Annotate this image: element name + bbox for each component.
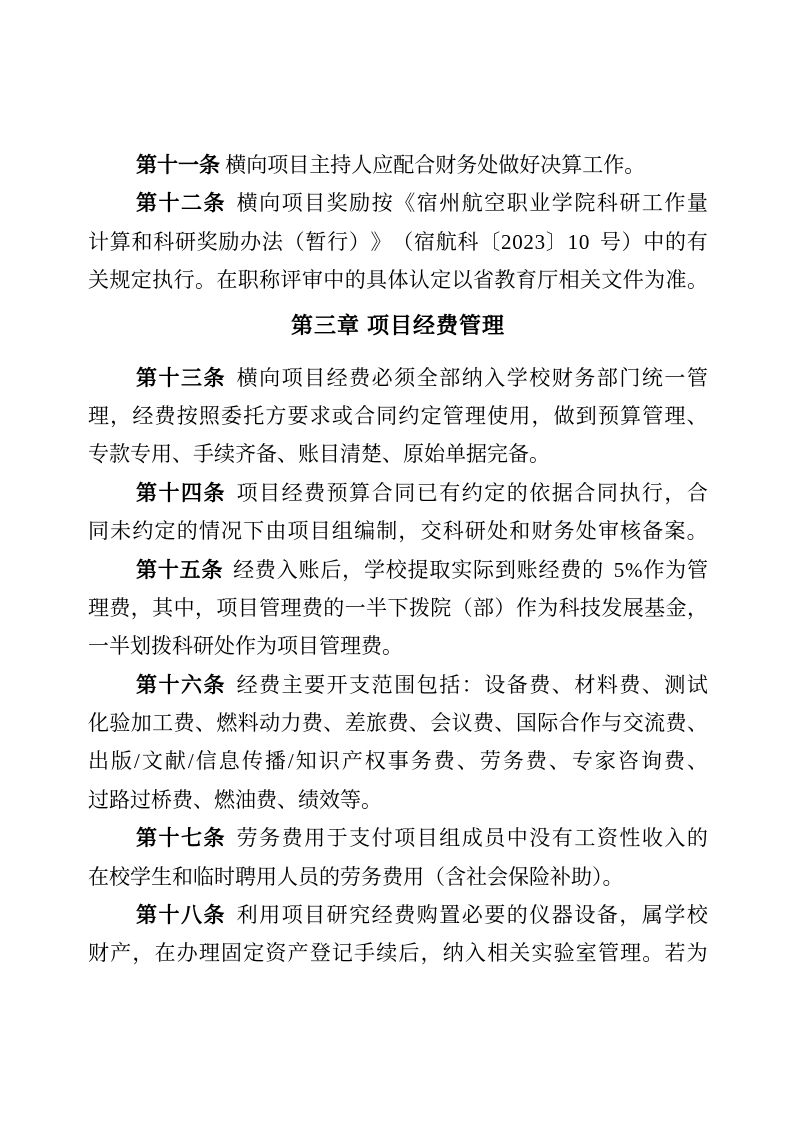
document-line: 第 十 三 条 横 向 项 目 经 费 必 须 全 部 纳 入 学 校 财 务 部 门 统 一 管 [136,365,708,390]
document-line: 第 十 六 条 经 费 主 要 开 支 范 围 包 括 ： 设 备 费 、 材 料 费 、 测 试 [136,672,708,697]
chapter-heading: 第三章 项目经费管理 [290,312,506,338]
document-line: 计 算 和 科 研 奖 励 办 法 （ 暂 行 ） 》 （ 宿 航 科 〔 2 0 2 3 〕 1 0 号 ） 中 的 有 [88,229,708,254]
document-content [88,146,708,973]
document-line: 专款专用、手续齐备、账目清楚、原始单据完备。 [88,442,550,467]
document-line: 关 规 定 执 行 。 在 职 称 评 审 中 的 具 体 认 定 以 省 教 育 厅 相 关 文 件 为 准 。 [88,268,708,293]
document-line: 第 十 二 条 横 向 项 目 奖 励 按 《 宿 州 航 空 职 业 学 院 科 研 工 作 量 [136,191,708,216]
document-line: 出 版 / 文 献 / 信 息 传 播 / 知 识 产 权 事 务 费 、 劳 务 费 、 专 家 咨 询 费 、 [88,749,708,774]
document-line: 同 未 约 定 的 情 况 下 由 项 目 组 编 制 ， 交 科 研 处 和 财 务 处 审 核 备 案 。 [88,519,708,544]
article-number: 第十一条 [136,153,220,177]
document-line: 在校学生和临时聘用人员的劳务费用（含社会保险补助）。 [88,864,624,889]
document-line: 第 十 八 条 利 用 项 目 研 究 经 费 购 置 必 要 的 仪 器 设 备 ， 属 学 校 [136,903,708,928]
document-line: 第 十 五 条 经 费 入 账 后 ， 学 校 提 取 实 际 到 账 经 费 的 5 % 作 为 管 [136,557,708,582]
document-line: 第十一条 横向项目主持人应配合财务处做好决算工作。 [136,153,646,177]
document-line: 一半划拨科研处作为项目管理费。 [88,634,403,659]
document-line: 财 产 ， 在 办 理 固 定 资 产 登 记 手 续 后 ， 纳 入 相 关 实 验 室 管 理 。 若 为 [88,941,708,966]
document-line: 化 验 加 工 费 、 燃 料 动 力 费 、 差 旅 费 、 会 议 费 、 国 际 合 作 与 交 流 费 、 [88,711,708,736]
document-line: 过路过桥费、燃油费、绩效等。 [88,787,382,812]
document-line: 理 费 ， 其 中 ， 项 目 管 理 费 的 一 半 下 拨 院 （ 部 ） 作 为 科 技 发 展 基 金 ， [88,595,708,620]
document-line: 第 十 四 条 项 目 经 费 预 算 合 同 已 有 约 定 的 依 据 合 同 执 行 ， 合 [136,480,708,505]
document-line: 第 十 七 条 劳 务 费 用 于 支 付 项 目 组 成 员 中 没 有 工 资 性 收 入 的 [136,826,708,851]
document-line: 理 ， 经 费 按 照 委 托 方 要 求 或 合 同 约 定 管 理 使 用 ， 做 到 预 算 管 理 、 [88,403,708,428]
